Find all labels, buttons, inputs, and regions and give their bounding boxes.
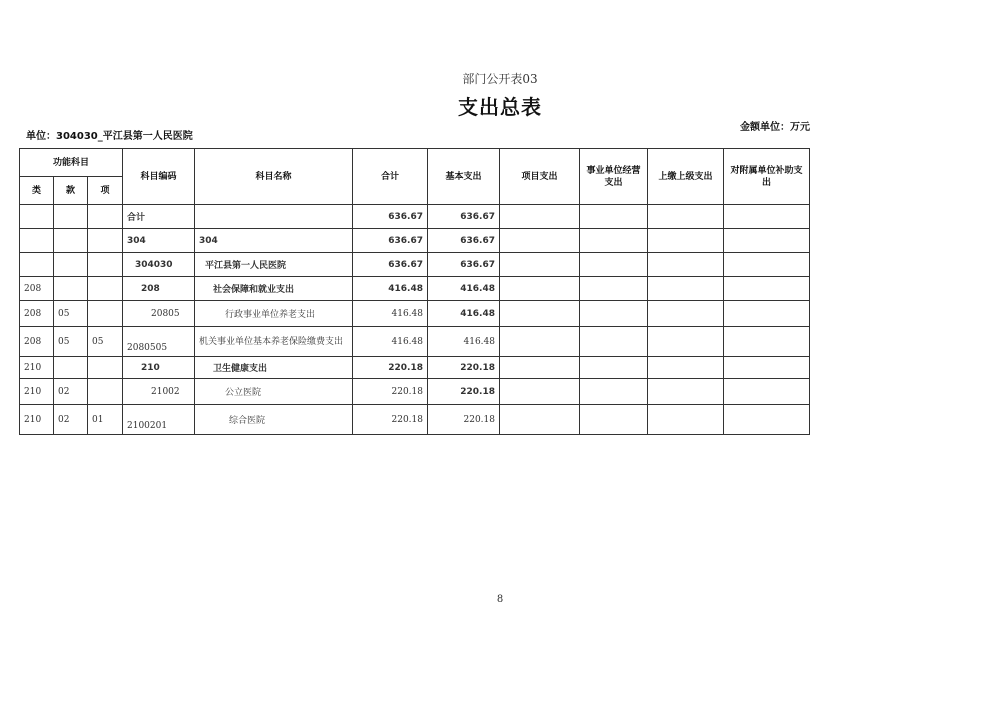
cell-business (580, 357, 648, 379)
cell-kuan (54, 357, 88, 379)
cell-business (580, 229, 648, 253)
cell-upper (648, 327, 724, 357)
cell-code: 210 (123, 357, 195, 379)
cell-total: 636.67 (353, 253, 428, 277)
cell-project (500, 205, 580, 229)
cell-total: 416.48 (353, 301, 428, 327)
page-title: 支出总表 (458, 95, 542, 119)
table-row (20, 405, 810, 435)
cell-upper (648, 205, 724, 229)
cell-subsidy (724, 229, 810, 253)
cell-code: 304 (123, 229, 195, 253)
table-row (20, 327, 810, 357)
header-project: 项目支出 (500, 149, 580, 205)
cell-upper (648, 379, 724, 405)
cell-subsidy (724, 379, 810, 405)
cell-name: 卫生健康支出 (195, 357, 353, 379)
cell-kuan: 05 (54, 301, 88, 327)
cell-kuan (54, 277, 88, 301)
cell-basic: 416.48 (428, 327, 500, 357)
cell-xiang: 01 (88, 405, 123, 435)
cell-xiang (88, 301, 123, 327)
cell-project (500, 327, 580, 357)
header-kuan: 款 (54, 177, 88, 205)
cell-name: 平江县第一人民医院 (195, 253, 353, 277)
cell-lei (20, 205, 54, 229)
cell-total: 220.18 (353, 405, 428, 435)
cell-kuan (54, 253, 88, 277)
header-lei: 类 (20, 177, 54, 205)
cell-code: 20805 (123, 301, 195, 327)
cell-name: 行政事业单位养老支出 (195, 301, 353, 327)
cell-upper (648, 357, 724, 379)
table-row (20, 253, 810, 277)
cell-code: 208 (123, 277, 195, 301)
cell-name: 综合医院 (195, 405, 353, 435)
cell-name (195, 205, 353, 229)
cell-business (580, 205, 648, 229)
cell-kuan (54, 205, 88, 229)
cell-basic: 416.48 (428, 277, 500, 301)
cell-upper (648, 301, 724, 327)
cell-total: 416.48 (353, 277, 428, 301)
amount-unit-label: 金额单位：万元 (740, 122, 810, 133)
cell-basic: 416.48 (428, 301, 500, 327)
cell-lei: 208 (20, 301, 54, 327)
cell-upper (648, 405, 724, 435)
cell-lei: 210 (20, 379, 54, 405)
cell-business (580, 379, 648, 405)
cell-business (580, 253, 648, 277)
cell-code: 304030 (123, 253, 195, 277)
cell-total: 416.48 (353, 327, 428, 357)
header-total: 合计 (353, 149, 428, 205)
cell-name: 公立医院 (195, 379, 353, 405)
cell-basic: 220.18 (428, 357, 500, 379)
header-subject-code: 科目编码 (123, 149, 195, 205)
header-xiang: 项 (88, 177, 123, 205)
cell-xiang (88, 379, 123, 405)
table-row (20, 205, 810, 229)
cell-kuan: 05 (54, 327, 88, 357)
cell-xiang (88, 357, 123, 379)
cell-project (500, 405, 580, 435)
cell-code: 2080505 (123, 327, 195, 357)
cell-xiang (88, 205, 123, 229)
cell-subsidy (724, 405, 810, 435)
cell-basic: 220.18 (428, 379, 500, 405)
cell-lei: 208 (20, 327, 54, 357)
table-row (20, 379, 810, 405)
cell-lei (20, 229, 54, 253)
table-row (20, 357, 810, 379)
cell-business (580, 405, 648, 435)
cell-subsidy (724, 301, 810, 327)
cell-basic: 636.67 (428, 229, 500, 253)
cell-subsidy (724, 205, 810, 229)
expenditure-table (19, 148, 810, 435)
table-row (20, 301, 810, 327)
cell-total: 636.67 (353, 205, 428, 229)
cell-upper (648, 277, 724, 301)
cell-total: 220.18 (353, 357, 428, 379)
header-basic: 基本支出 (428, 149, 500, 205)
cell-basic: 636.67 (428, 205, 500, 229)
cell-lei: 210 (20, 357, 54, 379)
header-subject-name: 科目名称 (195, 149, 353, 205)
cell-code: 21002 (123, 379, 195, 405)
cell-business (580, 277, 648, 301)
cell-xiang (88, 277, 123, 301)
header-func-subject: 功能科目 (20, 149, 123, 177)
header-business: 事业单位经营支出 (580, 149, 648, 205)
page-number: 8 (496, 594, 504, 605)
cell-lei (20, 253, 54, 277)
cell-name: 304 (195, 229, 353, 253)
cell-name: 机关事业单位基本养老保险缴费支出 (195, 327, 353, 357)
cell-xiang: 05 (88, 327, 123, 357)
cell-subsidy (724, 253, 810, 277)
cell-kuan: 02 (54, 379, 88, 405)
cell-basic: 220.18 (428, 405, 500, 435)
cell-project (500, 253, 580, 277)
cell-name: 社会保障和就业支出 (195, 277, 353, 301)
unit-label: 单位：304030_平江县第一人民医院 (26, 131, 193, 142)
cell-basic: 636.67 (428, 253, 500, 277)
cell-xiang (88, 229, 123, 253)
cell-upper (648, 229, 724, 253)
cell-total: 220.18 (353, 379, 428, 405)
cell-upper (648, 253, 724, 277)
cell-business (580, 301, 648, 327)
cell-project (500, 277, 580, 301)
cell-xiang (88, 253, 123, 277)
cell-lei: 210 (20, 405, 54, 435)
cell-total: 636.67 (353, 229, 428, 253)
document-code: 部门公开表03 (462, 72, 538, 86)
table-row (20, 229, 810, 253)
cell-subsidy (724, 277, 810, 301)
cell-subsidy (724, 327, 810, 357)
cell-subsidy (724, 357, 810, 379)
cell-project (500, 357, 580, 379)
cell-code: 2100201 (123, 405, 195, 435)
cell-code: 合计 (123, 205, 195, 229)
cell-project (500, 229, 580, 253)
header-upper: 上缴上级支出 (648, 149, 724, 205)
cell-kuan: 02 (54, 405, 88, 435)
table-row (20, 277, 810, 301)
cell-project (500, 301, 580, 327)
header-subsidy: 对附属单位补助支出 (724, 149, 810, 205)
cell-project (500, 379, 580, 405)
cell-business (580, 327, 648, 357)
cell-kuan (54, 229, 88, 253)
cell-lei: 208 (20, 277, 54, 301)
